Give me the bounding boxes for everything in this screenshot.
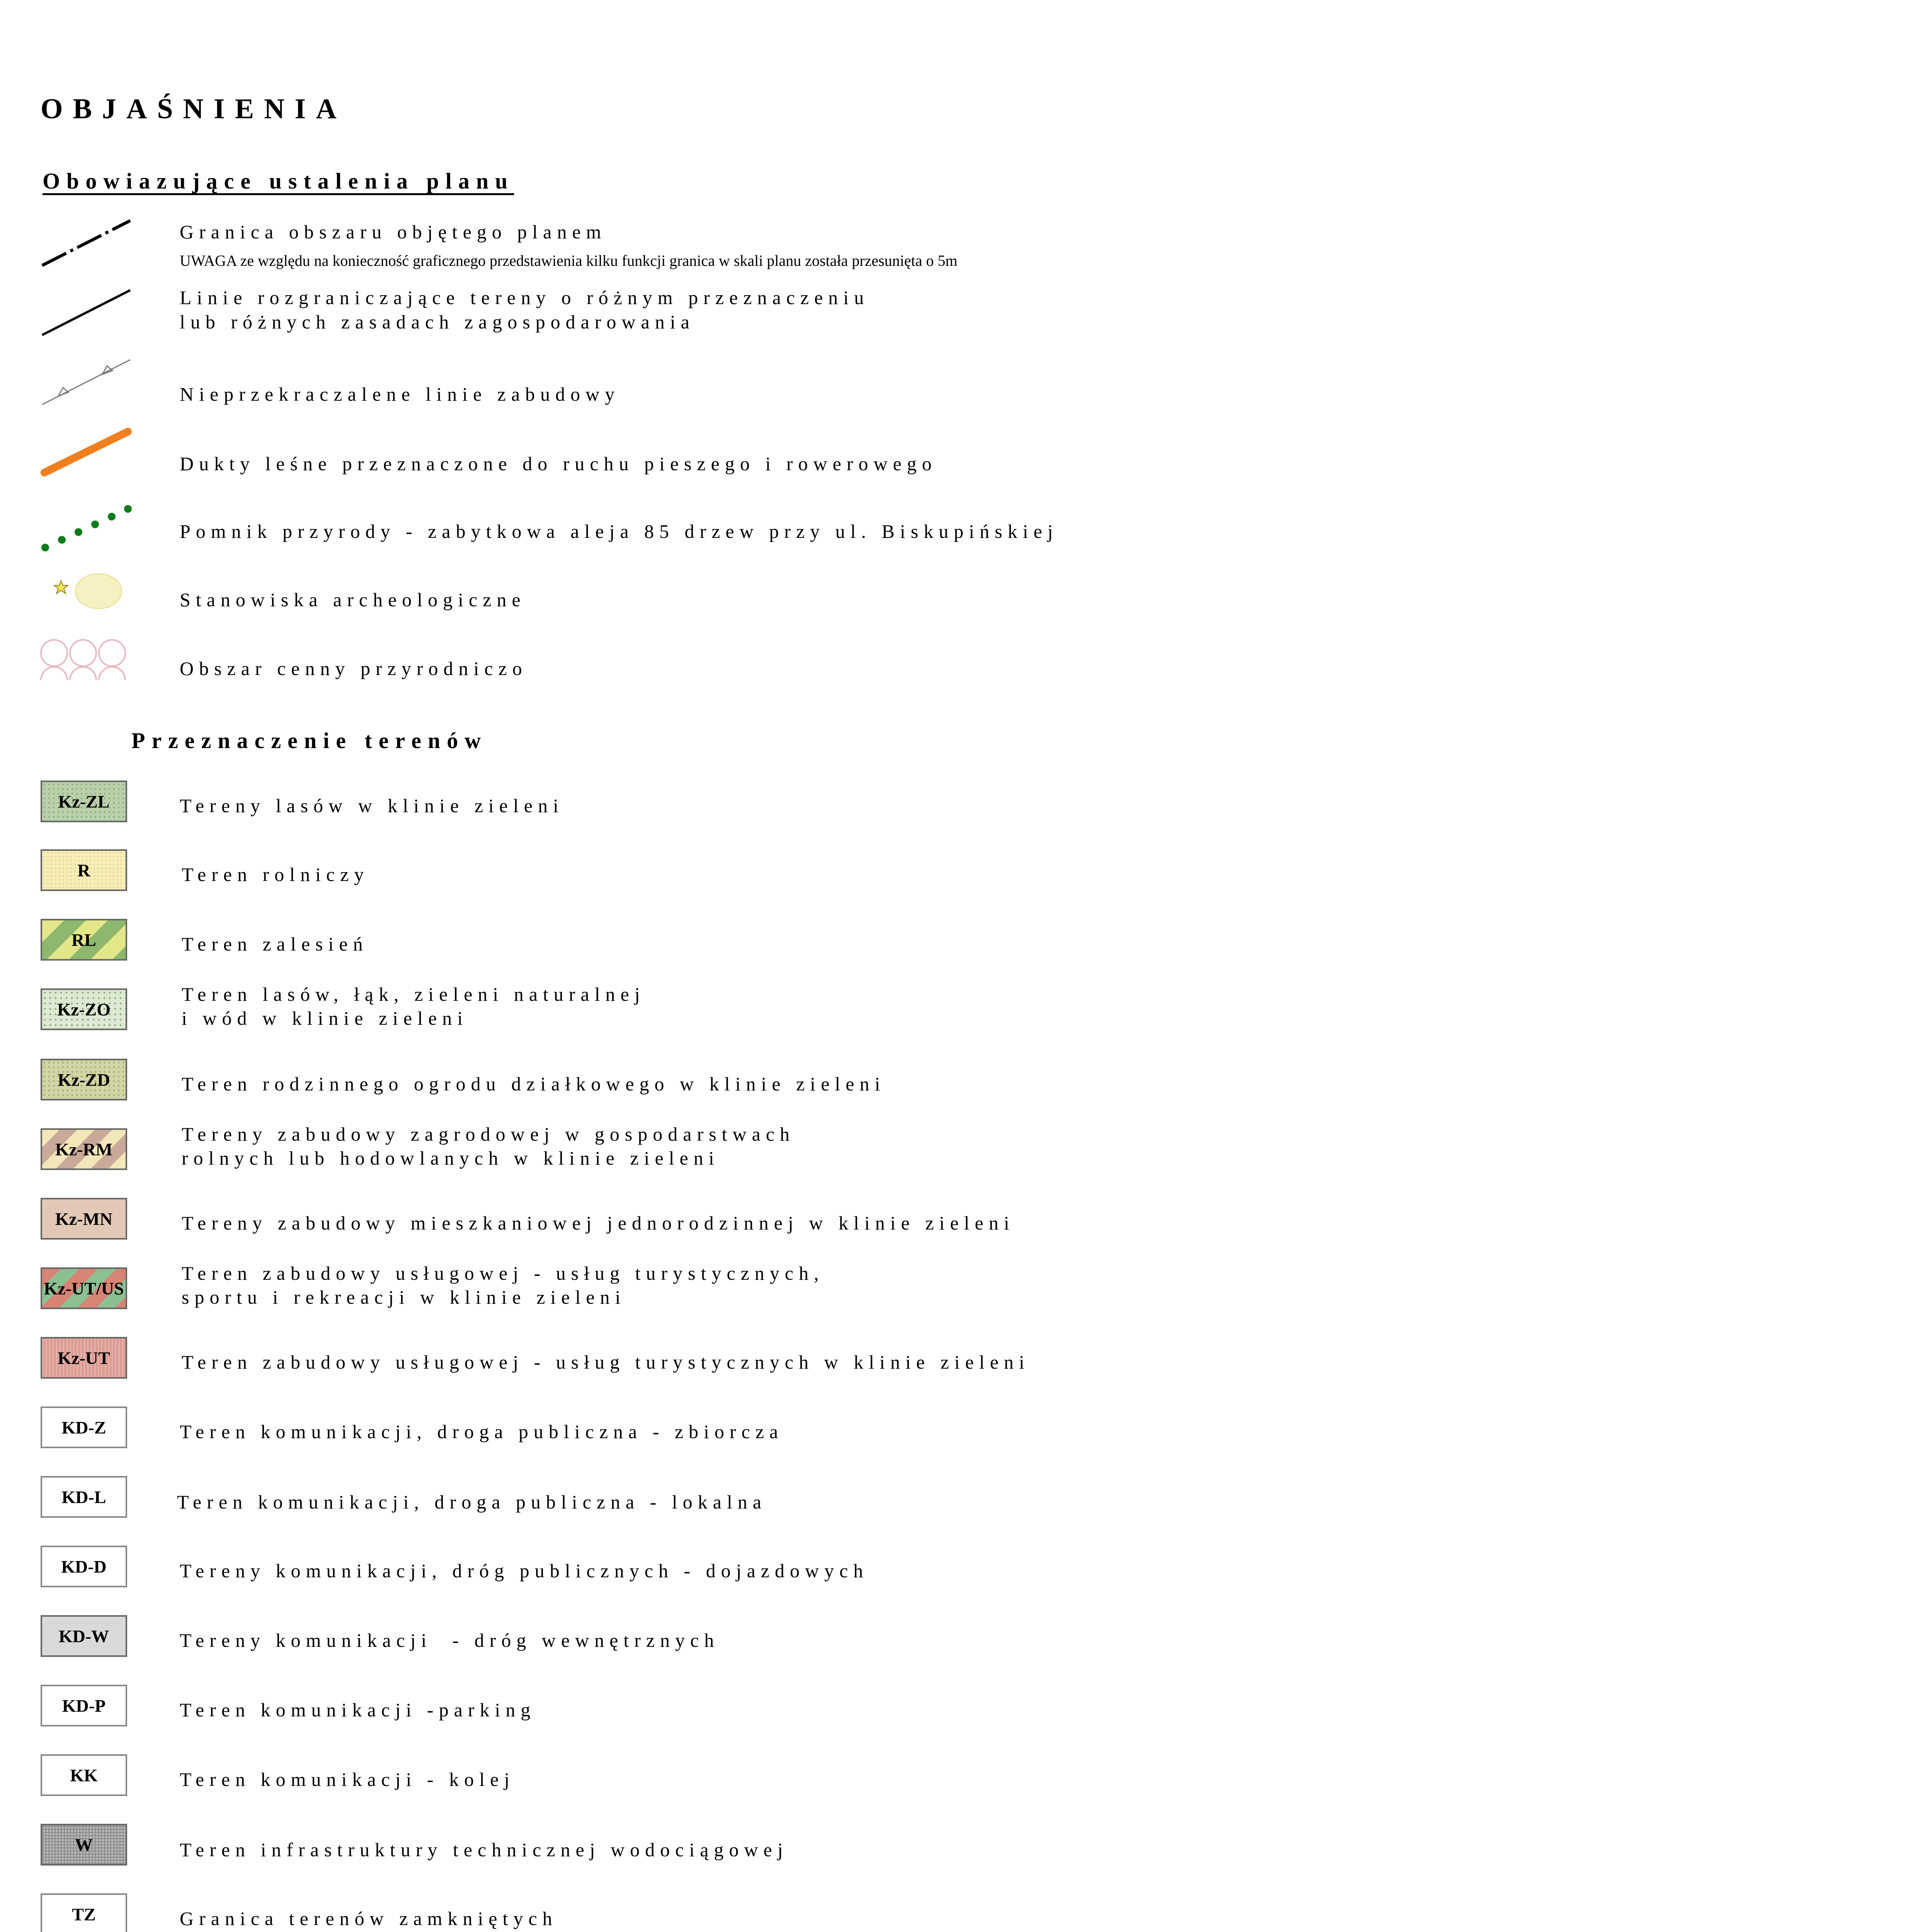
legend-land-use-label-2: sportu i rekreacji w klinie zieleni [182, 1286, 626, 1308]
page-title: OBJAŚNIENIA [41, 93, 347, 125]
code-box-kd-p: KD-P [41, 1685, 127, 1726]
legend-forest-paths-label: Dukty leśne przeznaczone do ruchu pieszego i rowerowego [180, 453, 937, 474]
solid-line-icon [41, 288, 133, 338]
legend-land-use-label: Teren komunikacji, droga publiczna - lokalna [177, 1491, 767, 1513]
section-land-use-title: Przeznaczenie terenów [131, 728, 488, 753]
legend-land-use-label: Teren zabudowy usługowej - usług turystycznych, [182, 1262, 824, 1284]
legend-land-use-label: Tereny zabudowy zagrodowej w gospodarstwach [182, 1123, 795, 1145]
code-box-w: W [41, 1824, 127, 1866]
legend-land-use-label-2: rolnych lub hodowlanych w klinie zieleni [182, 1147, 720, 1169]
legend-land-use-label: Tereny lasów w klinie zieleni [180, 795, 564, 816]
legend-land-use-label: Tereny komunikacji, dróg publicznych - dojazdowych [180, 1560, 869, 1582]
code-box-kz-rm: Kz-RM [41, 1128, 127, 1170]
code-box-kz-mn: Kz-MN [41, 1198, 127, 1240]
legend-nature-monument-label: Pomnik przyrody - zabytkowa aleja 85 drzew przy ul. Biskupińskiej [180, 520, 1058, 542]
building-line-icon [41, 357, 133, 408]
legend-land-use-label: Tereny komunikacji - dróg wewnętrznych [180, 1629, 720, 1651]
code-box-tz: TZ [41, 1893, 127, 1932]
legend-archaeological-label: Stanowiska archeologiczne [180, 589, 526, 611]
tree-alley-icon [41, 497, 133, 554]
legend-land-use-label: Teren infrastruktury technicznej wodociągowej [180, 1839, 788, 1861]
legend-land-use-label: Teren komunikacji, droga publiczna - zbiorcza [180, 1421, 784, 1442]
legend-land-use-label-2: i wód w klinie zieleni [182, 1007, 468, 1029]
code-box-kz-zd: Kz-ZD [41, 1059, 127, 1100]
code-box-kz-ut: Kz-UT [41, 1337, 127, 1379]
code-box-kz-zl: Kz-ZL [41, 781, 127, 822]
code-box-r: R [41, 849, 127, 891]
legend-land-use-label: Teren komunikacji -parking [180, 1699, 536, 1721]
legend-land-use-label: Teren rolniczy [182, 864, 369, 885]
natural-area-icon [39, 638, 131, 688]
section-binding-title: Obowiazujące ustalenia planu [43, 168, 514, 194]
legend-land-use-label: Tereny zabudowy mieszkaniowej jednorodzinnej w klinie zieleni [182, 1212, 1015, 1234]
legend-natural-value-label: Obszar cenny przyrodniczo [180, 658, 527, 679]
legend-boundary-note: UWAGA ze względu na konieczność graficznego przedstawienia kilku funkcji granica w skali planu została przesunięta o 5m [180, 252, 958, 269]
legend-land-use-label: Teren lasów, łąk, zieleni naturalnej [182, 983, 645, 1005]
legend-land-use-label: Granica terenów zamkniętych [180, 1908, 558, 1929]
code-box-rl: RL [41, 919, 127, 961]
forest-path-icon [41, 427, 133, 477]
legend-building-line-label: Nieprzekraczalene linie zabudowy [180, 383, 620, 405]
legend-dividing-line-label-1: Linie rozgraniczające tereny o różnym przeznaczeniu [180, 287, 869, 308]
code-box-kd-w: KD-W [41, 1615, 127, 1657]
code-box-kk: KK [41, 1754, 127, 1796]
code-box-kd-d: KD-D [41, 1546, 127, 1587]
legend-dividing-line-label-2: lub różnych zasadach zagospodarowania [180, 311, 695, 333]
legend-land-use-label: Teren zalesień [182, 933, 368, 955]
legend-land-use-label: Teren rodzinnego ogrodu działkowego w klinie zieleni [182, 1073, 886, 1095]
code-box-kz-zo: Kz-ZO [41, 988, 127, 1030]
code-box-kz-ut-us: Kz-UT/US [41, 1267, 127, 1309]
legend-boundary-label: Granica obszaru objętego planem [180, 221, 607, 243]
code-box-kd-z: KD-Z [41, 1406, 127, 1448]
archaeological-site-icon [50, 570, 128, 612]
code-box-kd-l: KD-L [41, 1476, 127, 1518]
legend-land-use-label: Teren zabudowy usługowej - usług turystycznych w klinie zieleni [182, 1351, 1030, 1373]
dashed-boundary-icon [41, 218, 133, 269]
legend-land-use-label: Teren komunikacji - kolej [180, 1769, 515, 1790]
